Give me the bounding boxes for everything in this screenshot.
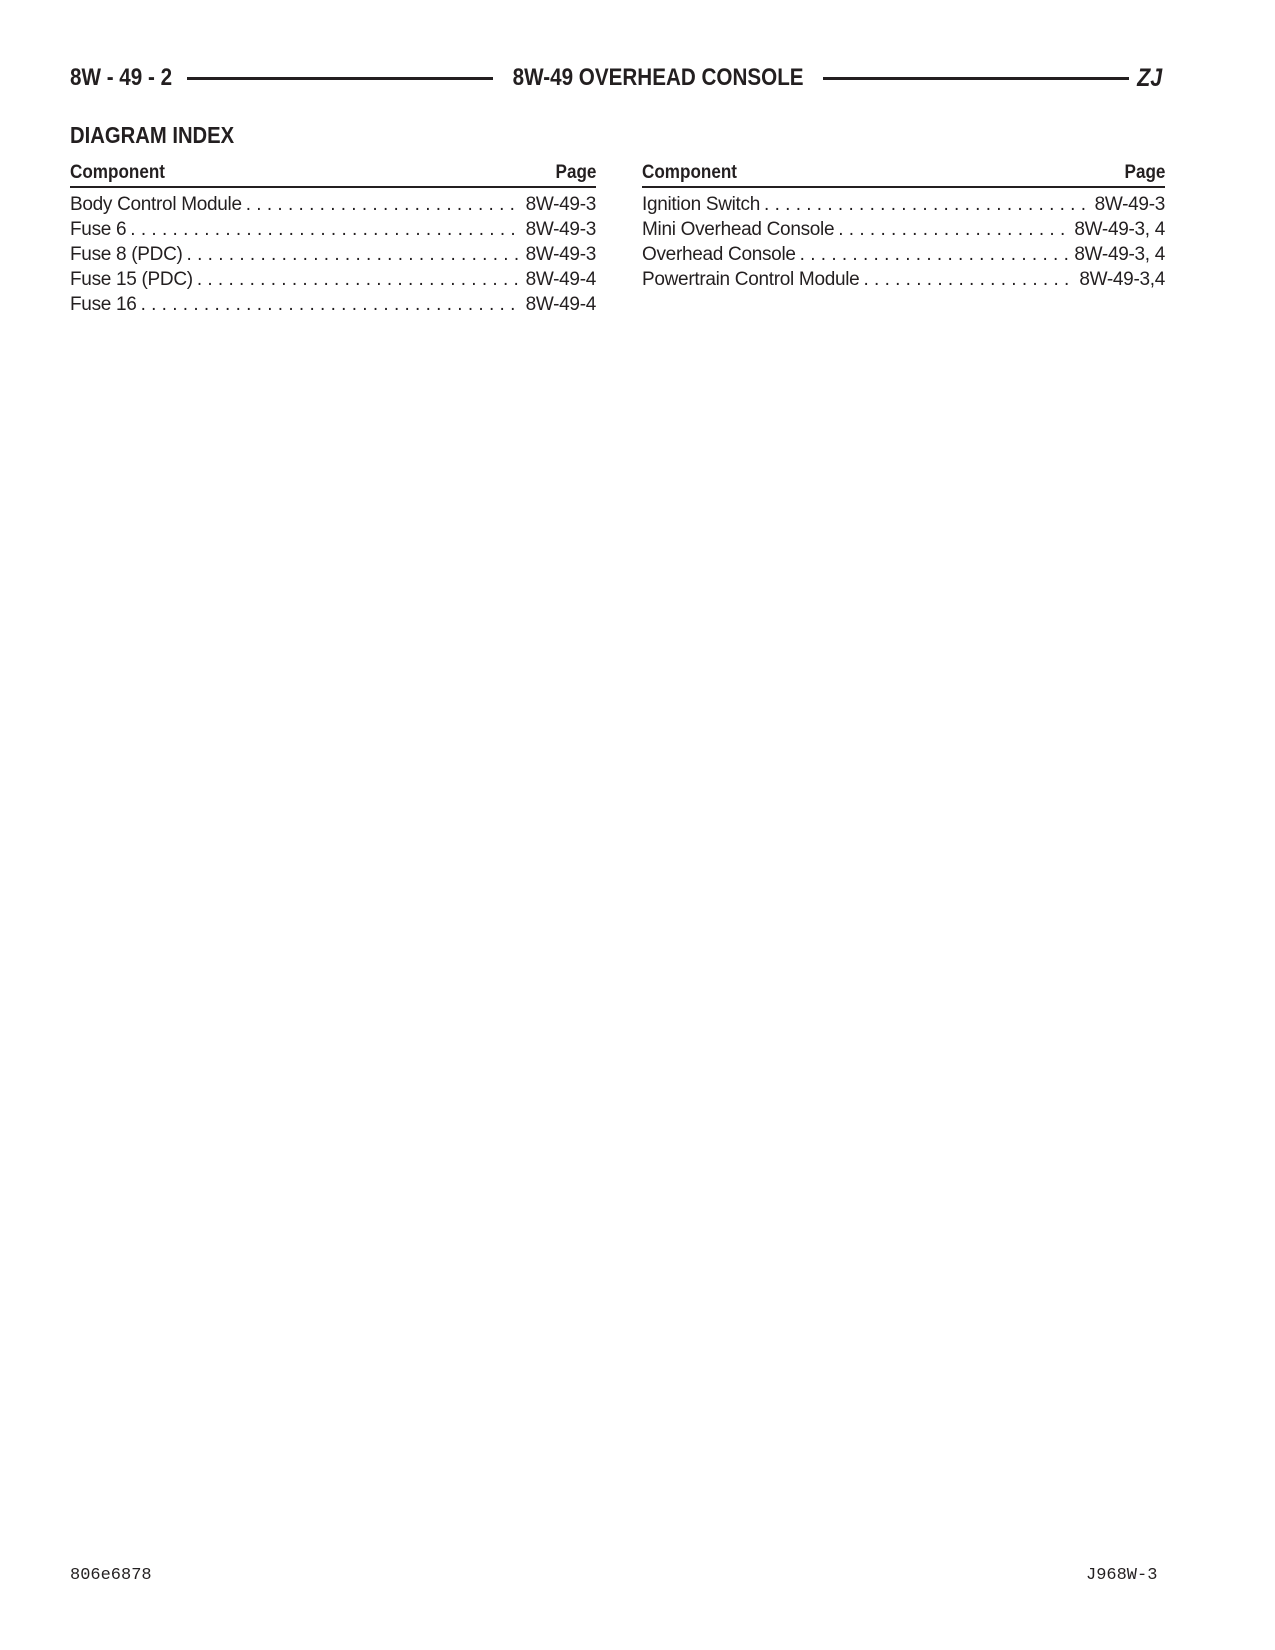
page-header-label: Page — [1124, 162, 1165, 183]
dot-leader — [246, 194, 522, 216]
page-ref: 8W-49-4 — [525, 269, 596, 290]
index-row — [642, 219, 1165, 244]
index-row — [70, 219, 596, 244]
header-rule-left — [187, 77, 493, 80]
component-header: Component — [70, 162, 165, 183]
component-name: Fuse 6 — [70, 219, 127, 240]
dot-leader — [764, 194, 1091, 216]
index-row — [642, 269, 1165, 294]
index-rows — [70, 188, 596, 319]
dot-leader — [130, 219, 521, 241]
dot-leader — [800, 244, 1071, 266]
index-row — [642, 194, 1165, 219]
footer-code-right: J968W-3 — [1086, 1566, 1158, 1585]
index-row — [642, 244, 1165, 269]
section-title: 8W-49 OVERHEAD CONSOLE — [512, 64, 804, 91]
page-ref: 8W-49-3 — [525, 244, 596, 265]
page-header — [70, 62, 1162, 94]
dot-leader — [197, 269, 522, 291]
page-ref: 8W-49-4 — [525, 294, 596, 315]
footer-code-left: 806e6878 — [70, 1566, 152, 1585]
index-row — [70, 294, 596, 319]
index-rows — [642, 188, 1165, 294]
page-ref: 8W-49-3, 4 — [1074, 244, 1165, 265]
index-column-right — [642, 158, 1165, 294]
dot-leader — [187, 244, 522, 266]
index-column-header — [642, 158, 1165, 188]
model-code: ZJ — [1136, 63, 1163, 92]
component-header: Component — [642, 162, 737, 183]
component-name: Mini Overhead Console — [642, 219, 835, 240]
component-name: Fuse 16 — [70, 294, 137, 315]
page-header-label: Page — [555, 162, 596, 183]
page-ref: 8W-49-3,4 — [1079, 269, 1165, 290]
dot-leader — [141, 294, 522, 316]
index-row — [70, 194, 596, 219]
header-rule-right — [823, 77, 1129, 80]
component-name: Overhead Console — [642, 244, 796, 265]
dot-leader — [838, 219, 1070, 241]
component-name: Fuse 15 (PDC) — [70, 269, 193, 290]
page-ref: 8W-49-3, 4 — [1074, 219, 1165, 240]
dot-leader — [863, 269, 1075, 291]
diagram-index-title: DIAGRAM INDEX — [70, 122, 235, 148]
page-ref: 8W-49-3 — [525, 194, 596, 215]
page-ref: 8W-49-3 — [1094, 194, 1165, 215]
index-row — [70, 269, 596, 294]
component-name: Powertrain Control Module — [642, 269, 860, 290]
component-name: Body Control Module — [70, 194, 242, 215]
component-name: Fuse 8 (PDC) — [70, 244, 183, 265]
index-column-header — [70, 158, 596, 188]
page-ref: 8W-49-3 — [525, 219, 596, 240]
index-row — [70, 244, 596, 269]
page-number: 8W - 49 - 2 — [70, 64, 173, 91]
index-column-left — [70, 158, 596, 319]
component-name: Ignition Switch — [642, 194, 761, 215]
